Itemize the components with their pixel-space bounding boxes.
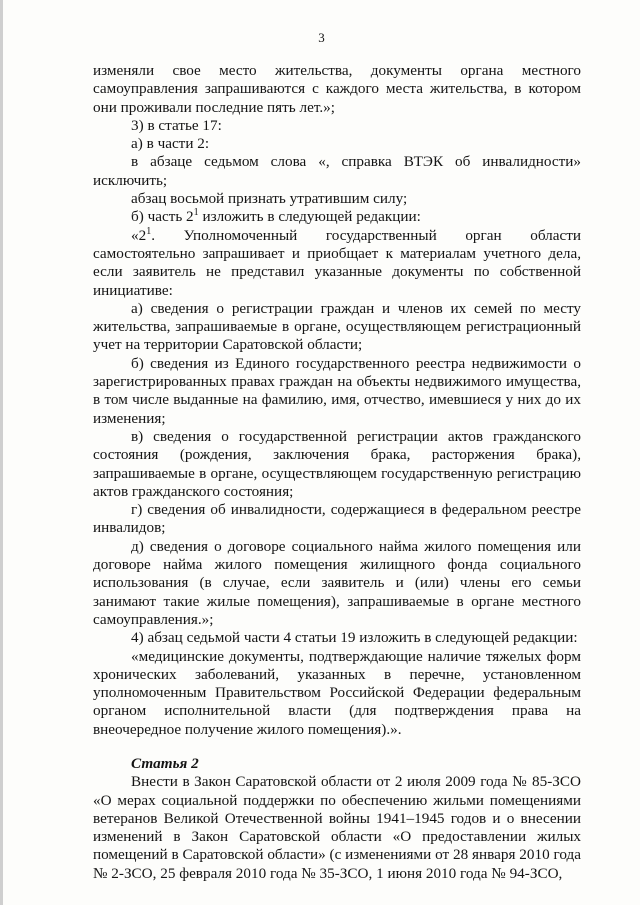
paragraph-4: в абзаце седьмом слова «, справка ВТЭК об инвалидности» исключить; xyxy=(93,153,581,189)
paragraph-13: 4) абзац седьмой части 4 статьи 19 изложить в следующей редакции: xyxy=(131,629,578,647)
paragraph-12: д) сведения о договоре социального найма жилого помещения или договоре найма жилого помещения жилищного фонда социального использования (в случае, если заявитель и (или) члены его семьи занимают такие жилые помещения), запрашиваемые в органе местного самоуправления.»; xyxy=(93,537,581,628)
document-body xyxy=(93,62,581,883)
paragraph-7-text: «2 xyxy=(131,226,147,244)
paragraph-11: г) сведения об инвалидности, содержащиеся в федеральном реестре инвалидов; xyxy=(93,501,581,537)
paragraph-1: изменяли свое место жительства, документы органа местного самоуправления запрашиваются с каждого места жительства, в котором они проживали последние пять лет.»; xyxy=(93,62,581,116)
paragraph-14: «медицинские документы, подтверждающие наличие тяжелых форм хронических заболеваний, указанных в перечне, установленном уполномоченным Правительством Российской Федерации федеральным органом исполнительной власти (для подтверждения права на внеочередное получение жилого помещения).». xyxy=(93,647,581,738)
paragraph-2: 3) в статье 17: xyxy=(131,116,222,134)
paragraph-10: в) сведения о государственной регистрации актов гражданского состояния (рождения, заключения брака, расторжения брака), запрашиваемые в органе, осуществляющем государственную регистрацию актов гражданского состояния; xyxy=(93,427,581,500)
paragraph-9: б) сведения из Единого государственного реестра недвижимости о зарегистрированных правах граждан на объекты недвижимого имущества, в том числе выданные на фамилию, имя, отчество, имевшиеся у них до их изменения; xyxy=(93,354,581,427)
paragraph-8: а) сведения о регистрации граждан и членов их семей по месту жительства, запрашиваемые в органе, осуществляющем регистрационный учет на территории Саратовской области; xyxy=(93,299,581,354)
paragraph-6-text: б) часть 2 xyxy=(131,208,194,226)
paragraph-5: абзац восьмой признать утратившим силу; xyxy=(131,190,408,208)
paragraph-6-tail: изложить в следующей редакции: xyxy=(198,208,421,226)
paragraph-7-tail: . Уполномоченный государственный орган области самостоятельно запрашивает и приобщает к материалам учетного дела, если заявитель не представил указанные документы по собственной инициативе: xyxy=(93,226,581,299)
superscript: 1 xyxy=(193,207,199,219)
superscript: 1 xyxy=(146,225,152,237)
article-heading: Статья 2 xyxy=(131,754,199,772)
section-gap xyxy=(93,739,581,755)
article-paragraph: Внести в Закон Саратовской области от 2 июля 2009 года № 85-ЗСО «О мерах социальной поддержки по обеспечению жильми помещениями ветеранов Великой Отечественной войны 1941–1945 годов и о внесении изменений в Закон Саратовской области «О предоставлении жилых помещений в Саратовской области» (с изменениями от 28 января 2010 года № 2-ЗСО, 25 февраля 2010 года № 35-ЗСО, 1 июня 2010 года № 94-ЗСО, xyxy=(93,773,581,882)
paragraph-7 xyxy=(93,227,581,300)
paragraph-6 xyxy=(93,208,581,226)
paragraph-3: а) в части 2: xyxy=(131,135,210,153)
page-number: 3 xyxy=(318,30,325,45)
